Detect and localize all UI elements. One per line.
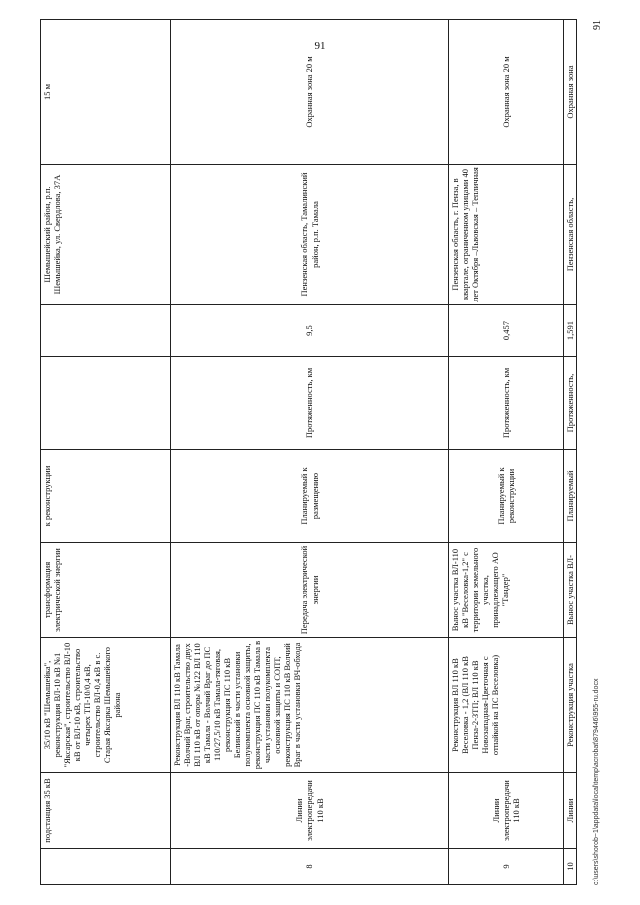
parameter-name: Протяженность, (564, 357, 577, 450)
object-purpose: Передача электрической энергии (171, 543, 449, 638)
object-type: Линии (564, 773, 577, 849)
object-location: Шемышейский район, р.п. Шемышейка, ул. Свердлова, 37А (41, 165, 171, 305)
object-type: подстанция 35 кВ (41, 773, 171, 849)
parameter-name (41, 357, 171, 450)
row-number: 8 (171, 849, 449, 885)
object-purpose: Вынос участка ВЛ-110 кВ "Веселовка-1,2" с территории земельного участка, принадлежащего АО "Тандер" (449, 543, 564, 638)
parameter-name: Протяженность, км (171, 357, 449, 450)
object-status: к реконструкции (41, 450, 171, 543)
object-description: 35/10 кВ "Шемышейка", реконструкция ВЛ-10 кВ №1 "Яксарская", строительство ВЛ-10 кВ от ВЛ-10 кВ, строительство четырех ТП-10/0,4 кВ, строительство ВЛ-0,4 кВ в с. Старая Яксарка Шемышейского района (41, 638, 171, 773)
parameter-value: 0,457 (449, 305, 564, 357)
table-row (41, 20, 171, 885)
object-location: Пензенская область, г. Пенза, в квартале, ограниченном улицами 40 лет Октября –Львовская – Тепличная (449, 165, 564, 305)
page-number-top: 91 (314, 40, 326, 52)
object-description: Реконструкция ВЛ 110 кВ Веселовка - 1,2 (ВЛ 110 кВ Пенза-2-ЗТП; ВЛ 110 кВ Новозападная-Цветочная с отпайкой на ПС Веселовка) (449, 638, 564, 773)
protection-zone: Охранная зона 20 м (171, 20, 449, 165)
page-number-side: 91 (592, 20, 603, 30)
objects-table (40, 19, 577, 885)
protection-zone: 15 м (41, 20, 171, 165)
object-location: Пензенская область, (564, 165, 577, 305)
parameter-value: 9,5 (171, 305, 449, 357)
object-status: Планируемый (564, 450, 577, 543)
object-status: Планируемый к размещению (171, 450, 449, 543)
object-status: Планируемый к реконструкции (449, 450, 564, 543)
object-type: Линии электропередачи 110 кВ (449, 773, 564, 849)
object-description: Реконструкция ВЛ 110 кВ Тамала -Волчий Враг, строительство двух ВЛ 110 кВ от опоры №122 ВЛ 110 кВ Тамала - Волчий Враг до ПС 110/27,5/10 кВ Тамала-тяговая, реконструкция ПС 110 кВ Белинский в части установки полукомплекта основной защиты, реконструкция ПС 110 кВ Тамала в части установки полукомплекта основной защиты и СОПТ, реконструкция ПС 110 кВ Волчий Враг в части установки ВЧ-обхода (171, 638, 449, 773)
object-type: Линии электропередачи 110 кВ (171, 773, 449, 849)
table-row (171, 20, 449, 885)
table-row (564, 20, 577, 885)
parameter-value: 1,591 (564, 305, 577, 357)
protection-zone: Охранная зона (564, 20, 577, 165)
file-path: c:\users\shorob~1\appdata\local\temp\acrobat\879446\955-ru.docx (593, 678, 600, 885)
row-number: 9 (449, 849, 564, 885)
object-location: Пензенская область, Тамалинский район, р.п. Тамала (171, 165, 449, 305)
row-number: 10 (564, 849, 577, 885)
table-row (449, 20, 564, 885)
object-description: Реконструкция участка (564, 638, 577, 773)
object-purpose: трансформация электрической энергии (41, 543, 171, 638)
parameter-name: Протяженность, км (449, 357, 564, 450)
row-number (41, 849, 171, 885)
protection-zone: Охранная зона 20 м (449, 20, 564, 165)
parameter-value (41, 305, 171, 357)
object-purpose: Вынос участка ВЛ- (564, 543, 577, 638)
